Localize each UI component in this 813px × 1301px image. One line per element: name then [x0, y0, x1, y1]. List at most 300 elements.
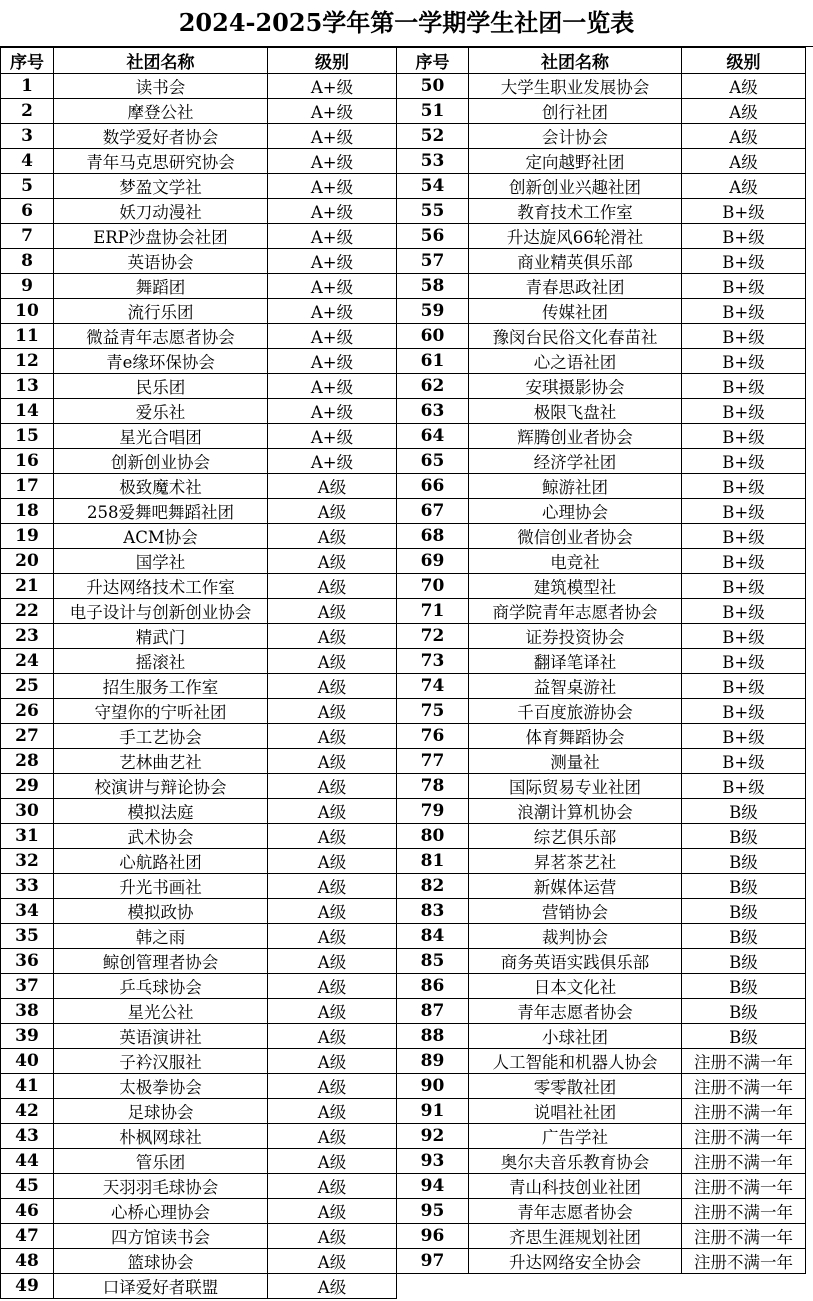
header-level-left: 级别: [268, 48, 397, 74]
cell-name-right: 小球社团: [469, 1024, 682, 1049]
cell-no-right: 53: [397, 149, 469, 174]
cell-name-right: 说唱社社团: [469, 1099, 682, 1124]
cell-level-right: B级: [682, 974, 806, 999]
cell-level-left: A级: [268, 999, 397, 1024]
cell-level-left: A级: [268, 1274, 397, 1299]
cell-name-right: 零零散社团: [469, 1074, 682, 1099]
header-level-right: 级别: [682, 48, 806, 74]
cell-name-left: 升达网络技术工作室: [54, 574, 268, 599]
cell-no-right: 94: [397, 1174, 469, 1199]
cell-level-right: 注册不满一年: [682, 1049, 806, 1074]
table-row: [1, 524, 806, 549]
cell-no-right: 92: [397, 1124, 469, 1149]
cell-level-right: B级: [682, 899, 806, 924]
table-body: [1, 74, 806, 1299]
cell-no-left: 46: [1, 1199, 54, 1224]
cell-level-left: A级: [268, 1024, 397, 1049]
cell-no-left: 3: [1, 124, 54, 149]
cell-name-left: 四方馆读书会: [54, 1224, 268, 1249]
cell-no-left: 29: [1, 774, 54, 799]
cell-no-left: 22: [1, 599, 54, 624]
cell-name-right: 新媒体运营: [469, 874, 682, 899]
cell-no-right: 54: [397, 174, 469, 199]
cell-no-left: 10: [1, 299, 54, 324]
cell-no-right: 83: [397, 899, 469, 924]
cell-no-left: 28: [1, 749, 54, 774]
cell-name-left: 篮球协会: [54, 1249, 268, 1274]
cell-level-left: A级: [268, 674, 397, 699]
sheet-title: 2024-2025学年第一学期学生社团一览表: [0, 0, 813, 47]
table-row: [1, 1274, 806, 1299]
cell-name-left: 国学社: [54, 549, 268, 574]
cell-level-right: B级: [682, 999, 806, 1024]
table-row: [1, 1049, 806, 1074]
cell-no-right: 62: [397, 374, 469, 399]
cell-name-right: 经济学社团: [469, 449, 682, 474]
cell-name-left: 舞蹈团: [54, 274, 268, 299]
cell-name-right: 综艺俱乐部: [469, 824, 682, 849]
cell-no-left: 26: [1, 699, 54, 724]
cell-level-left: A级: [268, 599, 397, 624]
cell-level-right: B+级: [682, 349, 806, 374]
cell-name-left: 258爱舞吧舞蹈社团: [54, 499, 268, 524]
cell-name-right: 青年志愿者协会: [469, 999, 682, 1024]
cell-name-right: 齐思生涯规划社团: [469, 1224, 682, 1249]
cell-level-left: A级: [268, 924, 397, 949]
cell-no-left: 36: [1, 949, 54, 974]
cell-level-left: A级: [268, 1224, 397, 1249]
table-row: [1, 724, 806, 749]
cell-name-right: 升达旋风66轮滑社: [469, 224, 682, 249]
cell-no-left: 31: [1, 824, 54, 849]
cell-name-left: 校演讲与辩论协会: [54, 774, 268, 799]
cell-name-left: 梦盈文学社: [54, 174, 268, 199]
cell-level-right: 注册不满一年: [682, 1074, 806, 1099]
cell-level-left: A+级: [268, 199, 397, 224]
cell-level-left: A级: [268, 699, 397, 724]
cell-level-left: A级: [268, 1049, 397, 1074]
table-row: [1, 1124, 806, 1149]
cell-name-right: 商学院青年志愿者协会: [469, 599, 682, 624]
cell-name-right: 青年志愿者协会: [469, 1199, 682, 1224]
table-row: [1, 899, 806, 924]
cell-level-left: A级: [268, 549, 397, 574]
cell-name-left: 心航路社团: [54, 849, 268, 874]
cell-name-left: 模拟法庭: [54, 799, 268, 824]
cell-no-right: 52: [397, 124, 469, 149]
cell-level-left: A级: [268, 474, 397, 499]
cell-name-right: 建筑模型社: [469, 574, 682, 599]
cell-no-left: 9: [1, 274, 54, 299]
cell-name-right: 传媒社团: [469, 299, 682, 324]
cell-name-right: 人工智能和机器人协会: [469, 1049, 682, 1074]
cell-name-left: 精武门: [54, 624, 268, 649]
cell-name-left: 乒乓球协会: [54, 974, 268, 999]
cell-name-right: 商务英语实践俱乐部: [469, 949, 682, 974]
cell-no-left: 2: [1, 99, 54, 124]
cell-level-left: A级: [268, 724, 397, 749]
cell-name-right: 体育舞蹈协会: [469, 724, 682, 749]
cell-no-right: 78: [397, 774, 469, 799]
table-row: [1, 224, 806, 249]
cell-level-left: A+级: [268, 324, 397, 349]
cell-level-left: A级: [268, 899, 397, 924]
cell-no-right: 71: [397, 599, 469, 624]
table-row: [1, 349, 806, 374]
cell-no-left: 14: [1, 399, 54, 424]
cell-level-left: A级: [268, 624, 397, 649]
cell-level-right: B+级: [682, 549, 806, 574]
cell-level-right: B+级: [682, 449, 806, 474]
cell-no-right: 70: [397, 574, 469, 599]
cell-level-right: B+级: [682, 249, 806, 274]
cell-level-right: B+级: [682, 399, 806, 424]
table-row: [1, 424, 806, 449]
cell-name-left: 模拟政协: [54, 899, 268, 924]
cell-no-left: 49: [1, 1274, 54, 1299]
cell-name-right: 商业精英俱乐部: [469, 249, 682, 274]
cell-no-left: 5: [1, 174, 54, 199]
cell-level-right: 注册不满一年: [682, 1149, 806, 1174]
cell-name-left: 子衿汉服社: [54, 1049, 268, 1074]
cell-no-right: 59: [397, 299, 469, 324]
table-row: [1, 699, 806, 724]
header-name-left: 社团名称: [54, 48, 268, 74]
cell-no-right: 67: [397, 499, 469, 524]
cell-level-right: 注册不满一年: [682, 1174, 806, 1199]
cell-name-left: 摇滚社: [54, 649, 268, 674]
cell-no-right: 55: [397, 199, 469, 224]
table-row: [1, 624, 806, 649]
table-row: [1, 249, 806, 274]
cell-name-right: 青山科技创业社团: [469, 1174, 682, 1199]
cell-level-left: A级: [268, 824, 397, 849]
table-row: [1, 499, 806, 524]
cell-level-left: A级: [268, 799, 397, 824]
table-row: [1, 299, 806, 324]
table-row: [1, 574, 806, 599]
cell-level-right: B+级: [682, 474, 806, 499]
table-row: [1, 149, 806, 174]
cell-level-right: B+级: [682, 274, 806, 299]
cell-no-left: 30: [1, 799, 54, 824]
cell-level-left: A级: [268, 774, 397, 799]
cell-level-left: A+级: [268, 224, 397, 249]
cell-no-right: 91: [397, 1099, 469, 1124]
cell-name-left: ERP沙盘协会社团: [54, 224, 268, 249]
cell-name-right: 广告学社: [469, 1124, 682, 1149]
cell-level-right: B级: [682, 874, 806, 899]
cell-level-right: B+级: [682, 649, 806, 674]
table-row: [1, 1074, 806, 1099]
cell-no-right: 90: [397, 1074, 469, 1099]
cell-level-left: A+级: [268, 349, 397, 374]
cell-name-right: 极限飞盘社: [469, 399, 682, 424]
cell-name-right: 证券投资协会: [469, 624, 682, 649]
cell-no-right: 61: [397, 349, 469, 374]
cell-name-right: 裁判协会: [469, 924, 682, 949]
cell-no-right: 69: [397, 549, 469, 574]
cell-name-right: 昇茗茶艺社: [469, 849, 682, 874]
cell-no-right: 85: [397, 949, 469, 974]
cell-no-left: 43: [1, 1124, 54, 1149]
cell-level-right: B+级: [682, 424, 806, 449]
cell-no-left: 1: [1, 74, 54, 99]
header-row: [1, 48, 806, 74]
cell-name-right: 心之语社团: [469, 349, 682, 374]
cell-name-right: 鲸游社团: [469, 474, 682, 499]
cell-no-left: 23: [1, 624, 54, 649]
cell-level-right: B+级: [682, 524, 806, 549]
cell-name-left: 管乐团: [54, 1149, 268, 1174]
cell-no-left: 39: [1, 1024, 54, 1049]
cell-name-left: 青e缘环保协会: [54, 349, 268, 374]
cell-name-left: 创新创业协会: [54, 449, 268, 474]
table-row: [1, 649, 806, 674]
cell-level-right: B级: [682, 849, 806, 874]
table-row: [1, 1224, 806, 1249]
cell-level-left: A+级: [268, 274, 397, 299]
cell-no-right: 76: [397, 724, 469, 749]
cell-name-left: 手工艺协会: [54, 724, 268, 749]
cell-name-right: 翻译笔译社: [469, 649, 682, 674]
cell-no-left: 6: [1, 199, 54, 224]
cell-level-left: A+级: [268, 299, 397, 324]
cell-level-left: A级: [268, 524, 397, 549]
cell-name-right: 安琪摄影协会: [469, 374, 682, 399]
cell-no-right: 93: [397, 1149, 469, 1174]
cell-no-right: 68: [397, 524, 469, 549]
cell-no-left: 37: [1, 974, 54, 999]
cell-level-left: A级: [268, 1199, 397, 1224]
cell-no-right: 75: [397, 699, 469, 724]
cell-no-left: 7: [1, 224, 54, 249]
cell-no-right: 56: [397, 224, 469, 249]
cell-no-right: 89: [397, 1049, 469, 1074]
cell-level-left: A级: [268, 1074, 397, 1099]
cell-level-right: B+级: [682, 749, 806, 774]
cell-level-right: A级: [682, 74, 806, 99]
cell-name-left: 守望你的宁听社团: [54, 699, 268, 724]
cell-name-left: 星光合唱团: [54, 424, 268, 449]
cell-no-right: 66: [397, 474, 469, 499]
cell-no-left: 17: [1, 474, 54, 499]
cell-no-left: 35: [1, 924, 54, 949]
table-row: [1, 324, 806, 349]
cell-no-right: 63: [397, 399, 469, 424]
cell-name-left: 太极拳协会: [54, 1074, 268, 1099]
cell-no-left: 12: [1, 349, 54, 374]
cell-no-right: 97: [397, 1249, 469, 1274]
cell-no-left: 45: [1, 1174, 54, 1199]
cell-level-right: B级: [682, 824, 806, 849]
cell-level-right: B+级: [682, 499, 806, 524]
cell-name-left: 英语演讲社: [54, 1024, 268, 1049]
cell-level-right: B+级: [682, 674, 806, 699]
table-row: [1, 274, 806, 299]
cell-no-right: 57: [397, 249, 469, 274]
table-row: [1, 199, 806, 224]
cell-level-left: A级: [268, 649, 397, 674]
cell-level-left: A级: [268, 499, 397, 524]
cell-level-right: B级: [682, 924, 806, 949]
cell-no-left: 38: [1, 999, 54, 1024]
table-row: [1, 1249, 806, 1274]
cell-no-right: 81: [397, 849, 469, 874]
table-row: [1, 449, 806, 474]
cell-name-left: 鲸创管理者协会: [54, 949, 268, 974]
cell-no-left: 21: [1, 574, 54, 599]
table-row: [1, 474, 806, 499]
cell-no-left: 47: [1, 1224, 54, 1249]
cell-name-left: 心桥心理协会: [54, 1199, 268, 1224]
cell-no-right: 95: [397, 1199, 469, 1224]
cell-level-left: A级: [268, 1124, 397, 1149]
cell-name-right: 大学生职业发展协会: [469, 74, 682, 99]
cell-name-left: 升光书画社: [54, 874, 268, 899]
cell-level-left: A+级: [268, 449, 397, 474]
cell-name-left: 艺林曲艺社: [54, 749, 268, 774]
cell-level-left: A级: [268, 574, 397, 599]
cell-level-left: A级: [268, 849, 397, 874]
table-row: [1, 1024, 806, 1049]
cell-level-left: A级: [268, 749, 397, 774]
cell-level-left: A级: [268, 1149, 397, 1174]
cell-no-right: [397, 1274, 469, 1299]
cell-name-left: 口译爱好者联盟: [54, 1274, 268, 1299]
cell-level-right: 注册不满一年: [682, 1199, 806, 1224]
cell-name-right: 会计协会: [469, 124, 682, 149]
table-row: [1, 599, 806, 624]
cell-no-right: 51: [397, 99, 469, 124]
cell-name-right: 升达网络安全协会: [469, 1249, 682, 1274]
cell-level-right: B+级: [682, 574, 806, 599]
cell-level-right: B+级: [682, 774, 806, 799]
cell-level-right: B级: [682, 949, 806, 974]
cell-name-right: 浪潮计算机协会: [469, 799, 682, 824]
cell-level-right: B+级: [682, 699, 806, 724]
cell-name-left: 爱乐社: [54, 399, 268, 424]
cell-name-right: 奥尔夫音乐教育协会: [469, 1149, 682, 1174]
table-row: [1, 1174, 806, 1199]
table-row: [1, 99, 806, 124]
cell-name-left: 数学爱好者协会: [54, 124, 268, 149]
cell-name-right: 国际贸易专业社团: [469, 774, 682, 799]
cell-name-left: 韩之雨: [54, 924, 268, 949]
club-table: [0, 47, 806, 1299]
cell-no-left: 32: [1, 849, 54, 874]
cell-level-left: A+级: [268, 374, 397, 399]
cell-level-left: A级: [268, 874, 397, 899]
cell-no-left: 24: [1, 649, 54, 674]
cell-name-left: 朴枫网球社: [54, 1124, 268, 1149]
cell-name-left: 英语协会: [54, 249, 268, 274]
cell-name-left: 民乐团: [54, 374, 268, 399]
table-row: [1, 774, 806, 799]
cell-level-left: A级: [268, 974, 397, 999]
cell-name-right: 日本文化社: [469, 974, 682, 999]
cell-no-left: 34: [1, 899, 54, 924]
cell-level-left: A+级: [268, 399, 397, 424]
cell-level-left: A级: [268, 1249, 397, 1274]
cell-level-right: B+级: [682, 299, 806, 324]
cell-level-right: B级: [682, 799, 806, 824]
cell-no-left: 25: [1, 674, 54, 699]
cell-name-left: 摩登公社: [54, 99, 268, 124]
cell-name-left: 星光公社: [54, 999, 268, 1024]
cell-name-right: 电竞社: [469, 549, 682, 574]
table-row: [1, 1099, 806, 1124]
cell-name-right: 豫闵台民俗文化春苗社: [469, 324, 682, 349]
table-row: [1, 174, 806, 199]
cell-no-left: 19: [1, 524, 54, 549]
cell-level-right: [682, 1274, 806, 1299]
cell-name-right: 教育技术工作室: [469, 199, 682, 224]
cell-no-right: 82: [397, 874, 469, 899]
cell-level-left: A级: [268, 1174, 397, 1199]
cell-no-left: 27: [1, 724, 54, 749]
cell-no-right: 80: [397, 824, 469, 849]
table-row: [1, 924, 806, 949]
cell-level-right: B+级: [682, 599, 806, 624]
cell-no-right: 87: [397, 999, 469, 1024]
cell-level-right: A级: [682, 174, 806, 199]
cell-name-left: ACM协会: [54, 524, 268, 549]
cell-name-left: 武术协会: [54, 824, 268, 849]
cell-level-left: A+级: [268, 74, 397, 99]
cell-no-right: 84: [397, 924, 469, 949]
cell-no-left: 18: [1, 499, 54, 524]
table-row: [1, 374, 806, 399]
table-row: [1, 399, 806, 424]
cell-name-right: 测量社: [469, 749, 682, 774]
cell-level-right: B+级: [682, 199, 806, 224]
cell-name-right: 定向越野社团: [469, 149, 682, 174]
cell-no-left: 8: [1, 249, 54, 274]
cell-level-right: A级: [682, 124, 806, 149]
cell-name-left: 极致魔术社: [54, 474, 268, 499]
cell-no-right: 73: [397, 649, 469, 674]
cell-name-right: 青春思政社团: [469, 274, 682, 299]
cell-level-right: B+级: [682, 724, 806, 749]
cell-name-left: 青年马克思研究协会: [54, 149, 268, 174]
cell-no-right: 65: [397, 449, 469, 474]
table-row: [1, 1199, 806, 1224]
table-row: [1, 674, 806, 699]
cell-no-left: 20: [1, 549, 54, 574]
cell-name-left: 足球协会: [54, 1099, 268, 1124]
cell-no-right: 86: [397, 974, 469, 999]
cell-level-left: A+级: [268, 424, 397, 449]
cell-name-left: 妖刀动漫社: [54, 199, 268, 224]
cell-level-right: B+级: [682, 374, 806, 399]
cell-no-left: 13: [1, 374, 54, 399]
cell-name-right: 微信创业者协会: [469, 524, 682, 549]
cell-no-right: 74: [397, 674, 469, 699]
cell-name-right: 千百度旅游协会: [469, 699, 682, 724]
cell-level-left: A级: [268, 949, 397, 974]
cell-no-right: 88: [397, 1024, 469, 1049]
table-row: [1, 824, 806, 849]
header-name-right: 社团名称: [469, 48, 682, 74]
cell-name-right: 辉腾创业者协会: [469, 424, 682, 449]
cell-level-right: 注册不满一年: [682, 1099, 806, 1124]
cell-name-left: 电子设计与创新创业协会: [54, 599, 268, 624]
cell-name-left: 微益青年志愿者协会: [54, 324, 268, 349]
table-row: [1, 749, 806, 774]
cell-name-right: [469, 1274, 682, 1299]
cell-no-left: 16: [1, 449, 54, 474]
